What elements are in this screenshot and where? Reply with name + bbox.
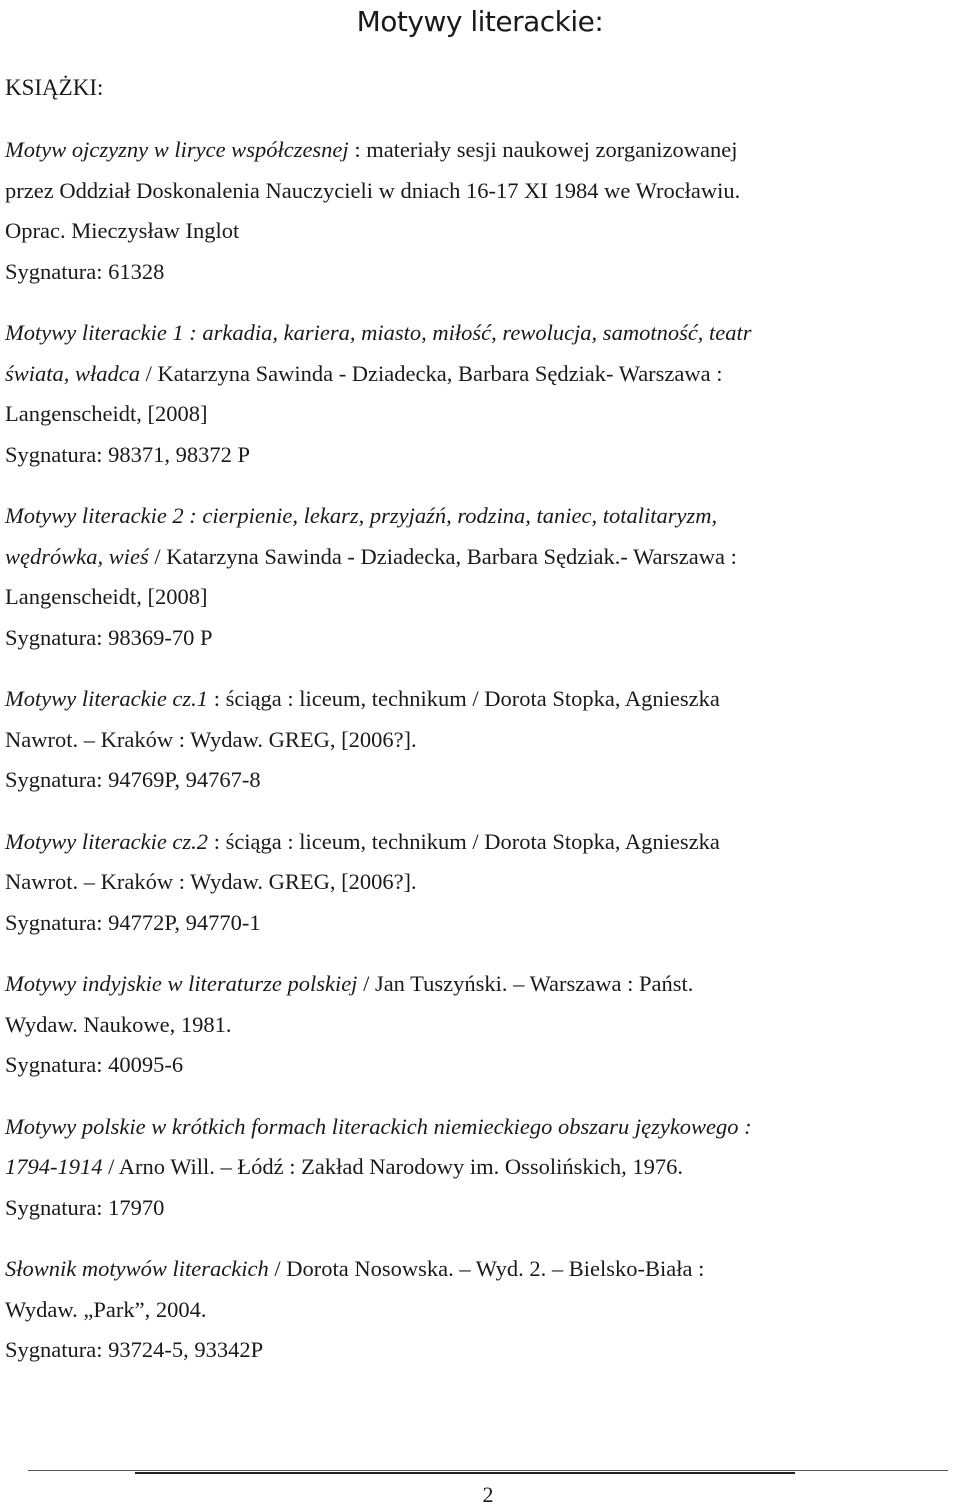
entry-line2 <box>5 537 955 578</box>
entry-line1 <box>5 496 955 537</box>
bibliography-entry <box>5 822 955 944</box>
entry-title-text: wędrówka, wieś <box>5 543 149 569</box>
entry-signature: Sygnatura: 94769P, 94767-8 <box>5 767 261 792</box>
section-heading: KSIĄŻKI: <box>5 75 104 100</box>
entry-detail-text: przez Oddział Doskonalenia Nauczycieli w dniach 16-17 XI 1984 we Wrocławiu. <box>5 177 741 203</box>
entry-title-text: Motywy literackie cz.1 <box>5 686 209 711</box>
entry-detail-text: / Dorota Nosowska. – Wyd. 2. – Bielsko-Biała : <box>268 1256 705 1281</box>
entry-detail-text: Wydaw. Naukowe, 1981. <box>5 1011 232 1037</box>
entry-signature: Sygnatura: 94772P, 94770-1 <box>5 909 261 935</box>
entry-detail-text: : materiały sesji naukowej zorganizowanej <box>348 137 738 162</box>
bibliography-entry <box>5 1107 955 1229</box>
entry-title-text: świata, władca <box>5 360 141 386</box>
entry-line2 <box>5 1290 955 1331</box>
entry-signature: Sygnatura: 93724-5, 93342P <box>5 1337 264 1362</box>
entry-signature: Sygnatura: 98371, 98372 P <box>5 441 250 467</box>
entry-line1 <box>5 822 955 863</box>
entry-title-text: Motywy literackie 2 : cierpienie, lekarz, przyjaźń, rodzina, taniec, totalitaryzm, <box>5 503 718 528</box>
entry-title-text: Motyw ojczyzny w liryce współczesnej <box>5 137 349 162</box>
entry-detail-text: / Jan Tuszyński. – Warszawa : Państ. <box>357 971 694 996</box>
bibliography-list <box>5 130 955 1392</box>
page-number: 2 <box>482 1482 494 1507</box>
entry-detail-text: / Arno Will. – Łódź : Zakład Narodowy im. Ossolińskich, 1976. <box>102 1154 683 1179</box>
entry-detail-text: / Katarzyna Sawinda - Dziadecka, Barbara Sędziak- Warszawa : <box>140 360 723 386</box>
footer-rule <box>28 1470 948 1471</box>
entry-detail-text: Langenscheidt, [2008] <box>5 584 208 609</box>
entry-signature: Sygnatura: 40095-6 <box>5 1052 184 1077</box>
entry-line2 <box>5 1147 955 1188</box>
entry-line1 <box>5 1107 955 1148</box>
entry-detail-text: / Katarzyna Sawinda - Dziadecka, Barbara Sędziak.- Warszawa : <box>148 543 737 569</box>
bibliography-entry <box>5 130 955 292</box>
page-title: Motywy literackie: <box>356 5 604 38</box>
footer-rule-accent <box>135 1472 795 1474</box>
entry-detail-text: : ściąga : liceum, technikum / Dorota Stopka, Agnieszka <box>208 686 720 711</box>
entry-detail-text: Langenscheidt, [2008] <box>5 401 208 426</box>
bibliography-entry <box>5 964 955 1086</box>
entry-detail-text: Nawrot. – Kraków : Wydaw. GREG, [2006?]. <box>5 726 417 752</box>
entry-line1 <box>5 313 955 354</box>
entry-line3 <box>5 577 955 618</box>
entry-line2 <box>5 171 955 212</box>
entry-title-text: Motywy polskie w krótkich formach literackich niemieckiego obszaru językowego : <box>5 1113 752 1139</box>
bibliography-entry <box>5 1249 955 1371</box>
entry-line2 <box>5 862 955 903</box>
entry-line3 <box>5 211 955 252</box>
entry-title-text: Motywy indyjskie w literaturze polskiej <box>5 971 358 996</box>
entry-line1 <box>5 1249 955 1290</box>
entry-signature: Sygnatura: 98369-70 P <box>5 624 213 650</box>
bibliography-entry <box>5 313 955 475</box>
bibliography-entry <box>5 679 955 801</box>
entry-signature: Sygnatura: 17970 <box>5 1194 165 1220</box>
entry-line3 <box>5 394 955 435</box>
entry-line1 <box>5 130 955 171</box>
entry-detail-text: Wydaw. „Park”, 2004. <box>5 1296 207 1322</box>
entry-detail-text: Oprac. Mieczysław Inglot <box>5 218 240 243</box>
entry-signature: Sygnatura: 61328 <box>5 258 165 284</box>
entry-line1 <box>5 964 955 1005</box>
bibliography-entry <box>5 496 955 658</box>
entry-title-text: 1794-1914 <box>5 1154 103 1179</box>
entry-line2 <box>5 720 955 761</box>
entry-line1 <box>5 679 955 720</box>
entry-title-text: Motywy literackie 1 : arkadia, kariera, miasto, miłość, rewolucja, samotność, teatr <box>5 320 752 345</box>
entry-detail-text: Nawrot. – Kraków : Wydaw. GREG, [2006?]. <box>5 869 417 894</box>
entry-detail-text: : ściąga : liceum, technikum / Dorota Stopka, Agnieszka <box>208 828 720 854</box>
entry-line2 <box>5 354 955 395</box>
entry-title-text: Motywy literackie cz.2 <box>5 828 209 854</box>
entry-line2 <box>5 1005 955 1046</box>
entry-title-text: Słownik motywów literackich <box>5 1256 269 1281</box>
